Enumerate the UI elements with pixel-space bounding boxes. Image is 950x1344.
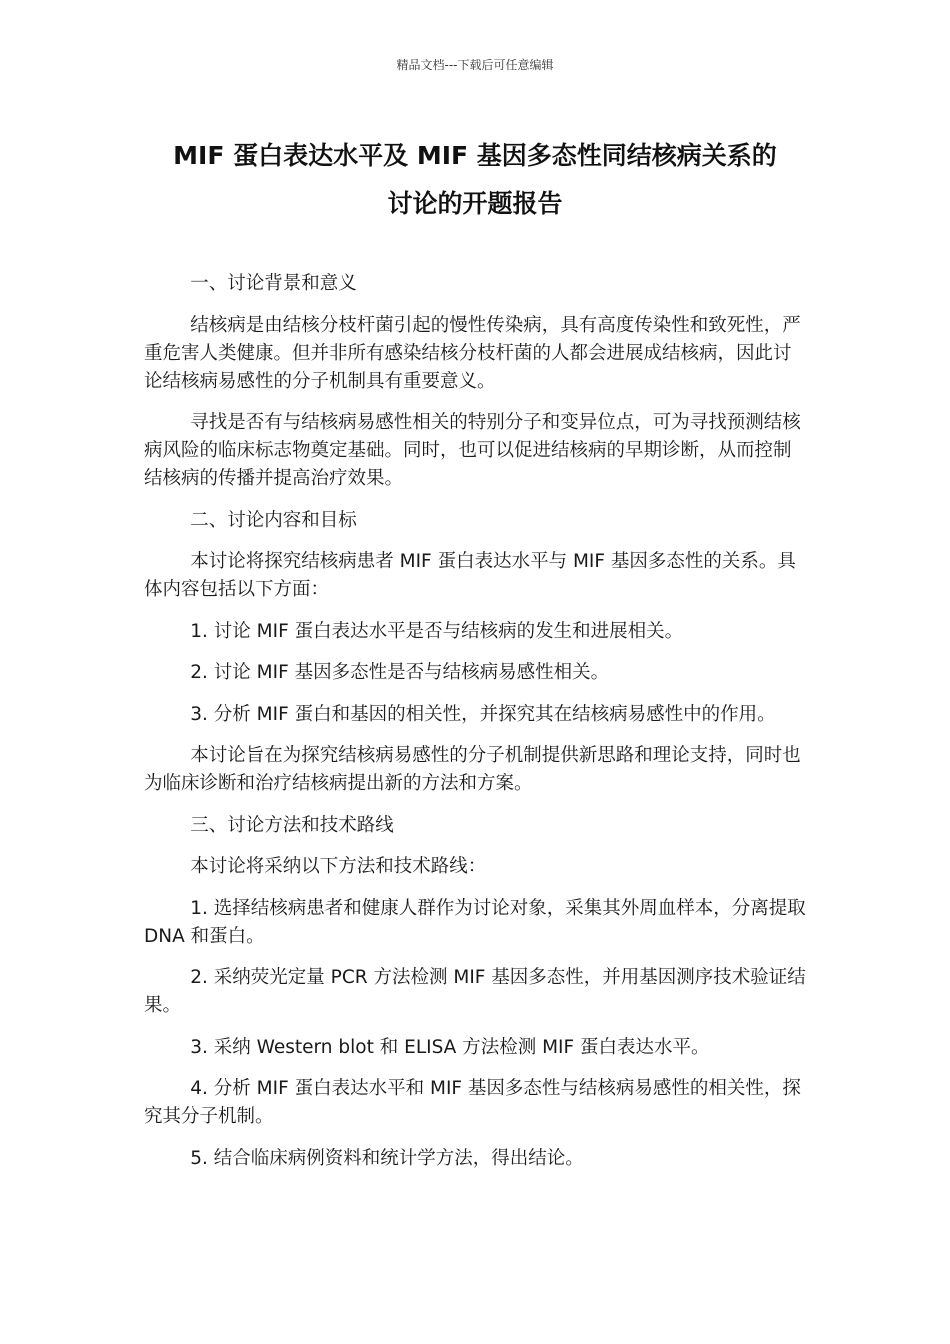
list-item-content-2: 2. 讨论 MIF 基因多态性是否与结核病易感性相关。 [190,662,610,683]
title-line-2: 讨论的开题报告 [387,189,563,218]
section-heading-methods: 三、讨论方法和技术路线 [190,814,394,836]
paragraph-background-1: 结核病是由结核分枝杆菌引起的慢性传染病，具有高度传染性和致死性，严重危害人类健康。但并非所有感染结核分枝杆菌的人都会进展成结核病，因此讨论结核病易感性的分子机制具有重要意义。 [144,314,801,392]
page-header-note: 精品文档---下载后可任意编辑 [396,58,554,72]
paragraph-methods-intro: 本讨论将采纳以下方法和技术路线： [190,856,487,877]
title-line-1: MIF 蛋白表达水平及 MIF 基因多态性同结核病关系的 [173,141,777,170]
list-item-method-2: 2. 采纳荧光定量 PCR 方法检测 MIF 基因多态性，并用基因测序技术验证结果。 [144,967,806,1016]
paragraph-content-intro: 本讨论将探究结核病患者 MIF 蛋白表达水平与 MIF 基因多态性的关系。具体内容包括以下方面： [144,551,796,600]
document-body [144,270,809,1186]
list-item-content-3: 3. 分析 MIF 蛋白和基因的相关性，并探究其在结核病易感性中的作用。 [190,703,776,725]
paragraph-content-aim: 本讨论旨在为探究结核病易感性的分子机制提供新思路和理论支持，同时也为临床诊断和治疗结核病提出新的方法和方案。 [144,745,801,794]
document-title [0,132,950,228]
list-item-method-1: 1. 选择结核病患者和健康人群作为讨论对象，采集其外周血样本，分离提取 DNA 和蛋白。 [144,897,806,947]
section-heading-background: 一、讨论背景和意义 [190,273,357,294]
list-item-method-3: 3. 采纳 Western blot 和 ELISA 方法检测 MIF 蛋白表达水平。 [190,1036,710,1058]
list-item-method-5: 5. 结合临床病例资料和统计学方法，得出结论。 [190,1147,584,1169]
list-item-content-1: 1. 讨论 MIF 蛋白表达水平是否与结核病的发生和进展相关。 [190,620,684,642]
section-heading-content: 二、讨论内容和目标 [190,509,357,531]
list-item-method-4: 4. 分析 MIF 蛋白表达水平和 MIF 基因多态性与结核病易感性的相关性，探究其分子机制。 [144,1078,801,1127]
paragraph-background-2: 寻找是否有与结核病易感性相关的特别分子和变异位点，可为寻找预测结核病风险的临床标志物奠定基础。同时，也可以促进结核病的早期诊断，从而控制结核病的传播并提高治疗效果。 [144,412,801,489]
